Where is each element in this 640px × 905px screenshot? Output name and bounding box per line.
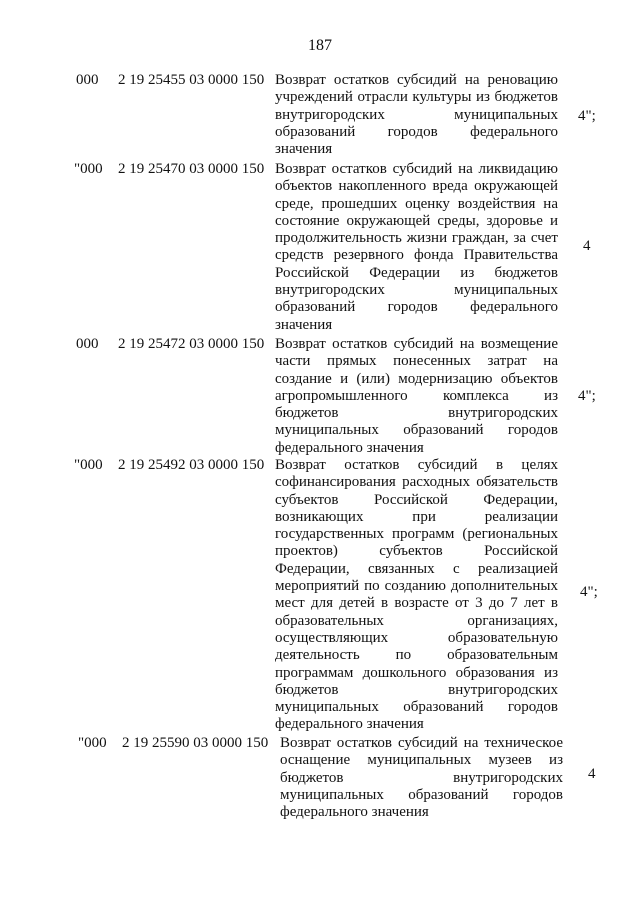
description-line: бюджетов внутригородских xyxy=(275,405,558,422)
description-line: объектов накопленного вреда окружающей xyxy=(275,178,558,195)
budget-classification-code: 2 19 25472 03 0000 150 xyxy=(118,336,265,352)
row-value: 4 xyxy=(583,238,591,254)
description-line: Федерации, связанных с реализацией xyxy=(275,560,558,577)
description-line: внутригородских муниципальных xyxy=(275,106,558,123)
description-line: программам дошкольного образования из xyxy=(275,664,558,681)
row-value: 4"; xyxy=(578,388,596,404)
description-line: оснащение муниципальных музеев из xyxy=(280,752,563,769)
row-description xyxy=(275,161,558,334)
admin-code: "000 xyxy=(78,735,107,751)
description-line: федерального значения xyxy=(275,439,424,456)
description-line: бюджетов внутригородских xyxy=(280,769,563,786)
description-line: софинансирования расходных обязательств xyxy=(275,474,558,491)
page-number: 187 xyxy=(308,37,332,54)
description-line: Возврат остатков субсидий в целях xyxy=(275,457,558,473)
admin-code: "000 xyxy=(74,457,103,473)
description-line: государственных программ (региональных xyxy=(275,526,558,543)
row-description xyxy=(275,336,558,457)
admin-code: 000 xyxy=(76,336,99,352)
description-line: образований городов федерального xyxy=(275,299,558,316)
description-line: среде, прошедших оценку воздействия на xyxy=(275,195,558,212)
description-line: мероприятий по созданию дополнительных xyxy=(275,578,558,595)
admin-code: 000 xyxy=(76,72,99,88)
description-line: муниципальных образований городов xyxy=(275,422,558,439)
description-line: субъектов Российской Федерации, xyxy=(275,491,558,508)
row-value: 4"; xyxy=(580,584,598,600)
budget-classification-code: 2 19 25470 03 0000 150 xyxy=(118,161,265,177)
budget-classification-code: 2 19 25590 03 0000 150 xyxy=(122,735,269,751)
description-line: образований городов федерального xyxy=(275,123,558,140)
description-line: мест для детей в возрасте от 3 до 7 лет в xyxy=(275,595,558,612)
description-line: состояние окружающей среды, здоровье и xyxy=(275,212,558,229)
row-value: 4 xyxy=(588,766,596,782)
description-line: значения xyxy=(275,141,333,158)
description-line: создание и (или) модернизацию объектов xyxy=(275,370,558,387)
description-line: Возврат остатков субсидий на ликвидацию xyxy=(275,161,558,177)
description-line: агропромышленного комплекса из xyxy=(275,387,558,404)
budget-classification-code: 2 19 25455 03 0000 150 xyxy=(118,72,265,88)
row-description xyxy=(275,72,558,158)
description-line: федерального значения xyxy=(280,804,429,821)
description-line: Российской Федерации из бюджетов xyxy=(275,264,558,281)
description-line: учреждений отрасли культуры из бюджетов xyxy=(275,89,558,106)
description-line: Возврат остатков субсидий на реновацию xyxy=(275,72,558,88)
description-line: Возврат остатков субсидий на техническое xyxy=(280,735,563,751)
description-line: возникающих при реализации xyxy=(275,508,558,525)
row-description xyxy=(280,735,563,821)
description-line: деятельность по образовательным xyxy=(275,647,558,664)
description-line: внутригородских муниципальных xyxy=(275,282,558,299)
admin-code: "000 xyxy=(74,161,103,177)
row-value: 4"; xyxy=(578,108,596,124)
budget-classification-code: 2 19 25492 03 0000 150 xyxy=(118,457,265,473)
description-line: муниципальных образований городов xyxy=(280,786,563,803)
description-line: федерального значения xyxy=(275,716,424,733)
description-line: средств резервного фонда Правительства xyxy=(275,247,558,264)
description-line: муниципальных образований городов xyxy=(275,699,558,716)
description-line: значения xyxy=(275,316,333,333)
description-line: проектов) субъектов Российской xyxy=(275,543,558,560)
description-line: Возврат остатков субсидий на возмещение xyxy=(275,336,558,352)
description-line: части прямых понесенных затрат на xyxy=(275,353,558,370)
description-line: образовательных организациях, xyxy=(275,612,558,629)
description-line: продолжительность жизни граждан, за счет xyxy=(275,230,558,247)
description-line: осуществляющих образовательную xyxy=(275,629,558,646)
row-description xyxy=(275,457,558,734)
description-line: бюджетов внутригородских xyxy=(275,681,558,698)
